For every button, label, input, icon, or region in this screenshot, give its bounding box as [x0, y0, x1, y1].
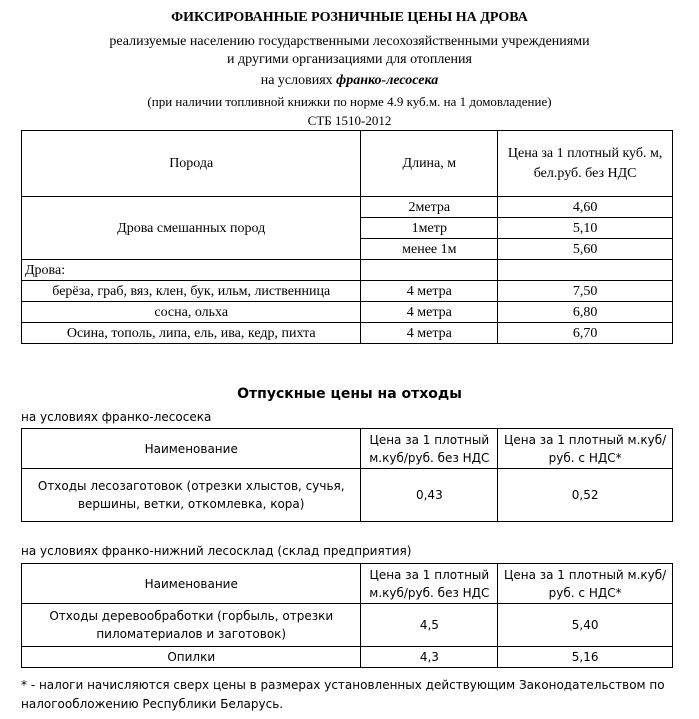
price-cell: 6,70 — [498, 323, 673, 344]
subtitle-line-4: (при наличии топливной книжки по норме 4.9 куб.м. на 1 домовладение) — [147, 94, 552, 109]
waste-section-title: Отпускные цены на отходы — [237, 386, 462, 402]
length-cell: 4 метра — [361, 302, 498, 323]
table-row — [22, 260, 673, 281]
price-cell: 7,50 — [498, 281, 673, 302]
table-row — [22, 302, 673, 323]
table-row — [22, 469, 673, 522]
species-cell: берёза, граб, вяз, клен, бук, ильм, лиственница — [22, 281, 361, 302]
item-name-cell: Опилки — [22, 647, 361, 668]
table-header-row — [22, 131, 673, 197]
length-cell: менее 1м — [361, 239, 498, 260]
item-name-cell: Отходы лесозаготовок (отрезки хлыстов, сучья, вершины, ветки, откомлевка, кора) — [22, 469, 361, 522]
firewood-group-label: Дрова: — [22, 260, 361, 281]
column-header-species: Порода — [22, 131, 361, 197]
price-vat-cell: 0,52 — [498, 469, 673, 522]
table-row — [22, 604, 673, 647]
logging-waste-table — [21, 428, 673, 522]
waste-conditions-2: на условиях франко-нижний лесосклад (склад предприятия) — [21, 544, 412, 558]
table-row — [22, 647, 673, 668]
price-vat-cell: 5,16 — [498, 647, 673, 668]
table-row — [22, 197, 673, 218]
price-no-vat-cell: 0,43 — [361, 469, 498, 522]
column-header-price: Цена за 1 плотный куб. м, бел.руб. без НДС — [498, 131, 673, 197]
table-header-row — [22, 564, 673, 604]
species-cell: сосна, ольха — [22, 302, 361, 323]
conditions-prefix: на условиях — [260, 73, 337, 88]
column-header-price-no-vat: Цена за 1 плотный м.куб/руб. без НДС — [361, 429, 498, 469]
column-header-price-vat: Цена за 1 плотный м.куб/руб. с НДС* — [498, 429, 673, 469]
length-cell: 4 метра — [361, 323, 498, 344]
conditions-emphasis: франко-лесосека — [336, 73, 439, 88]
column-header-length: Длина, м — [361, 131, 498, 197]
price-cell: 5,60 — [498, 239, 673, 260]
table-row — [22, 281, 673, 302]
column-header-price-vat: Цена за 1 плотный м.куб/руб. с НДС* — [498, 564, 673, 604]
standard-code: СТБ 1510-2012 — [307, 113, 392, 128]
species-cell: Осина, тополь, липа, ель, ива, кедр, пихта — [22, 323, 361, 344]
price-cell: 5,10 — [498, 218, 673, 239]
page-title: ФИКСИРОВАННЫЕ РОЗНИЧНЫЕ ЦЕНЫ НА ДРОВА — [171, 10, 528, 25]
length-cell: 1метр — [361, 218, 498, 239]
empty-cell — [498, 260, 673, 281]
length-cell: 4 метра — [361, 281, 498, 302]
footnote: * - налоги начисляются сверх цены в размерах установленных действующим Законодательством по налогообложению Республики Беларусь. — [21, 678, 665, 711]
price-no-vat-cell: 4,3 — [361, 647, 498, 668]
empty-cell — [361, 260, 498, 281]
firewood-price-table — [21, 130, 673, 344]
column-header-price-no-vat: Цена за 1 плотный м.куб/руб. без НДС — [361, 564, 498, 604]
column-header-name: Наименование — [22, 429, 361, 469]
table-row — [22, 323, 673, 344]
waste-conditions-1: на условиях франко-лесосека — [21, 410, 212, 424]
price-cell: 6,80 — [498, 302, 673, 323]
woodworking-waste-table — [21, 563, 673, 668]
price-cell: 4,60 — [498, 197, 673, 218]
subtitle-line-2: и другими организациями для отопления — [227, 52, 472, 67]
item-name-cell: Отходы деревообработки (горбыль, отрезки пиломатериалов и заготовок) — [22, 604, 361, 647]
price-no-vat-cell: 4,5 — [361, 604, 498, 647]
price-vat-cell: 5,40 — [498, 604, 673, 647]
table-header-row — [22, 429, 673, 469]
length-cell: 2метра — [361, 197, 498, 218]
mixed-species-label: Дрова смешанных пород — [22, 197, 361, 260]
subtitle-line-1: реализуемые населению государственными лесохозяйственными учреждениями — [109, 34, 590, 49]
column-header-name: Наименование — [22, 564, 361, 604]
subtitle-line-3 — [0, 72, 699, 89]
